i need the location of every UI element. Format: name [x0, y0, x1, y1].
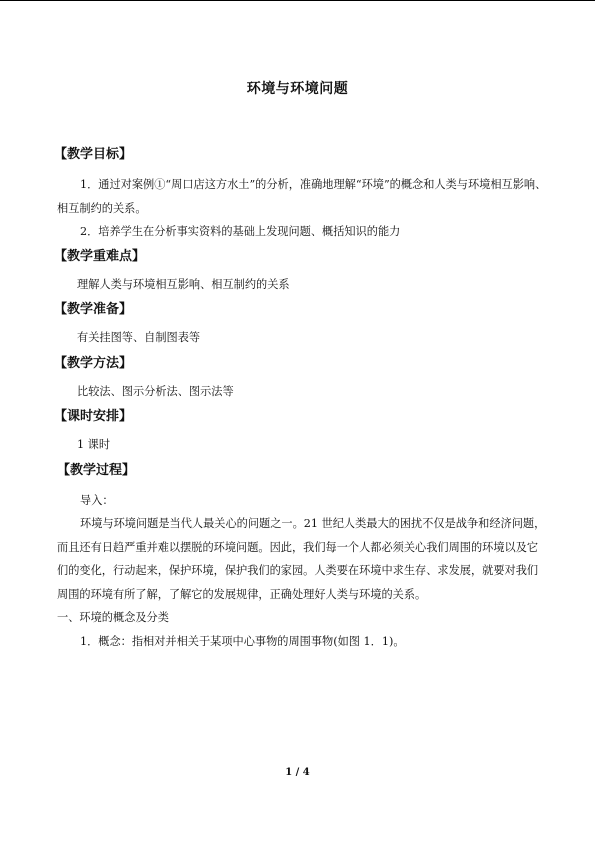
section-heading: 【教学过程】 — [57, 462, 136, 478]
top-border-line — [0, 0, 595, 1]
section-heading: 【教学方法】 — [54, 355, 133, 371]
page-number: 1 / 4 — [285, 767, 310, 778]
intro-paragraph: 环境与环境问题是当代人最关心的问题之一。21 世纪人类最大的困扰不仅是战争和经济问题，而且还有日趋严重并难以摆脱的环境问题。因此，我们每一个人都必须关心我们周围的环境以及它们的变化，行动起来，保护环境，保护我们的家园。人类要在环境中求生存、求发展，就要对我们周围的环境有所了解，了解它的发展规律，正确处理好人类与环境的关系。 — [57, 517, 546, 601]
section-heading: 【课时安排】 — [54, 409, 133, 424]
section-text: 1 课时 — [77, 438, 111, 451]
section-methods — [54, 351, 547, 405]
document-body — [54, 142, 547, 653]
intro-label: 导入： — [80, 493, 114, 507]
section-key-points — [54, 244, 547, 298]
section-text: 比较法、图示分析法、图示法等 — [77, 384, 234, 398]
concept-item: 1．概念：指相对并相关于某项中心事物的周围事物(如图 1．1)。 — [80, 634, 405, 648]
page-title: 环境与环境问题 — [246, 81, 349, 97]
section-text: 理解人类与环境相互影响、相互制约的关系 — [77, 277, 290, 291]
section-schedule — [54, 404, 547, 458]
section-heading: 【教学准备】 — [54, 302, 133, 317]
section-heading: 【教学目标】 — [54, 147, 133, 162]
subheading: 一、环境的概念及分类 — [57, 611, 169, 624]
objective-item: 2．培养学生在分析事实资料的基础上发现问题、概括知识的能力 — [80, 225, 401, 238]
section-preparation — [54, 297, 547, 351]
section-process — [57, 458, 547, 654]
section-heading: 【教学重难点】 — [54, 248, 146, 264]
section-objectives — [54, 142, 547, 244]
objective-item: 1．通过对案例①“周口店这方水土”的分析，准确地理解“环境”的概念和人类与环境相互影响、相互制约的关系。 — [57, 178, 547, 215]
section-text: 有关挂图等、自制图表等 — [77, 331, 201, 344]
